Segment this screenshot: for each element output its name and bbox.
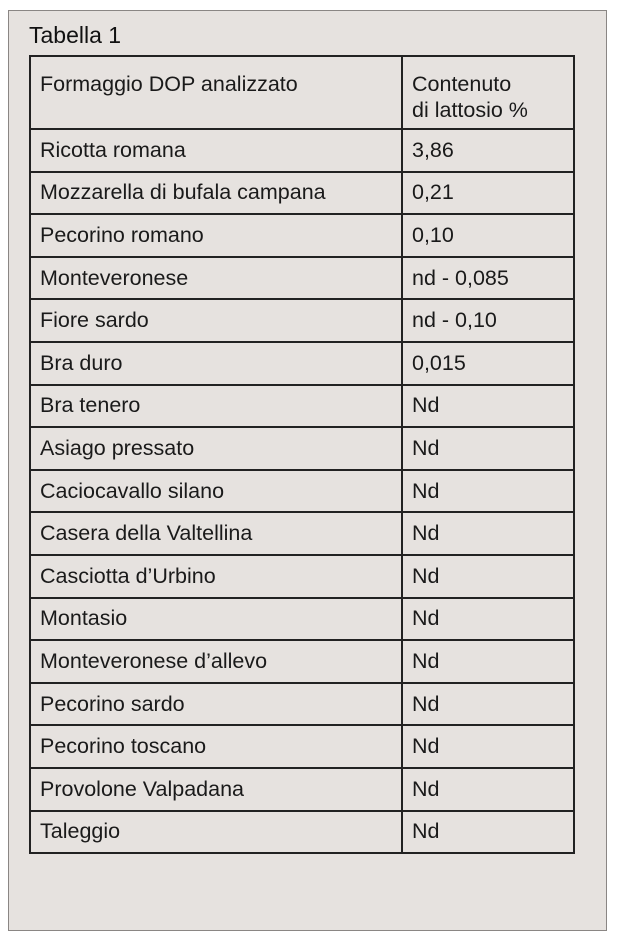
lactose-table	[29, 55, 575, 854]
lactose-cell: Nd	[402, 598, 574, 641]
cheese-cell: Monteveronese	[30, 257, 402, 300]
lactose-cell: nd - 0,085	[402, 257, 574, 300]
lactose-cell: 0,015	[402, 342, 574, 385]
cheese-cell: Fiore sardo	[30, 299, 402, 342]
table-row	[30, 129, 574, 172]
table-row	[30, 470, 574, 513]
header-cheese: Formaggio DOP analizzato	[30, 56, 402, 129]
table-row	[30, 598, 574, 641]
lactose-cell: Nd	[402, 725, 574, 768]
cheese-cell: Asiago pressato	[30, 427, 402, 470]
table-row	[30, 342, 574, 385]
table-header-row	[30, 56, 574, 129]
cheese-cell: Provolone Valpadana	[30, 768, 402, 811]
lactose-cell: Nd	[402, 470, 574, 513]
table-row	[30, 257, 574, 300]
table-row	[30, 385, 574, 428]
cheese-cell: Pecorino romano	[30, 214, 402, 257]
cheese-cell: Bra tenero	[30, 385, 402, 428]
table-row	[30, 512, 574, 555]
cheese-cell: Bra duro	[30, 342, 402, 385]
cheese-cell: Casciotta d’Urbino	[30, 555, 402, 598]
lactose-cell: Nd	[402, 640, 574, 683]
table-row	[30, 172, 574, 215]
lactose-cell: Nd	[402, 427, 574, 470]
table-row	[30, 811, 574, 854]
cheese-cell: Monteveronese d’allevo	[30, 640, 402, 683]
table-row	[30, 640, 574, 683]
cheese-cell: Pecorino sardo	[30, 683, 402, 726]
table-row	[30, 427, 574, 470]
table-title: Tabella 1	[29, 22, 122, 48]
header-lactose	[402, 56, 574, 129]
lactose-cell: 0,21	[402, 172, 574, 215]
lactose-cell: Nd	[402, 683, 574, 726]
table-panel	[8, 10, 607, 931]
header-lactose-line2: di lattosio %	[412, 98, 528, 122]
table-row	[30, 683, 574, 726]
lactose-cell: Nd	[402, 512, 574, 555]
lactose-cell: 3,86	[402, 129, 574, 172]
table-row	[30, 214, 574, 257]
table-row	[30, 768, 574, 811]
cheese-cell: Caciocavallo silano	[30, 470, 402, 513]
cheese-cell: Casera della Valtellina	[30, 512, 402, 555]
cheese-cell: Mozzarella di bufala campana	[30, 172, 402, 215]
lactose-cell: Nd	[402, 811, 574, 854]
lactose-cell: nd - 0,10	[402, 299, 574, 342]
lactose-cell: Nd	[402, 385, 574, 428]
lactose-cell: Nd	[402, 768, 574, 811]
cheese-cell: Taleggio	[30, 811, 402, 854]
table-row	[30, 299, 574, 342]
cheese-cell: Pecorino toscano	[30, 725, 402, 768]
cheese-cell: Ricotta romana	[30, 129, 402, 172]
table-row	[30, 725, 574, 768]
table-row	[30, 555, 574, 598]
lactose-cell: Nd	[402, 555, 574, 598]
header-lactose-line1: Contenuto	[412, 72, 512, 96]
cheese-cell: Montasio	[30, 598, 402, 641]
lactose-cell: 0,10	[402, 214, 574, 257]
